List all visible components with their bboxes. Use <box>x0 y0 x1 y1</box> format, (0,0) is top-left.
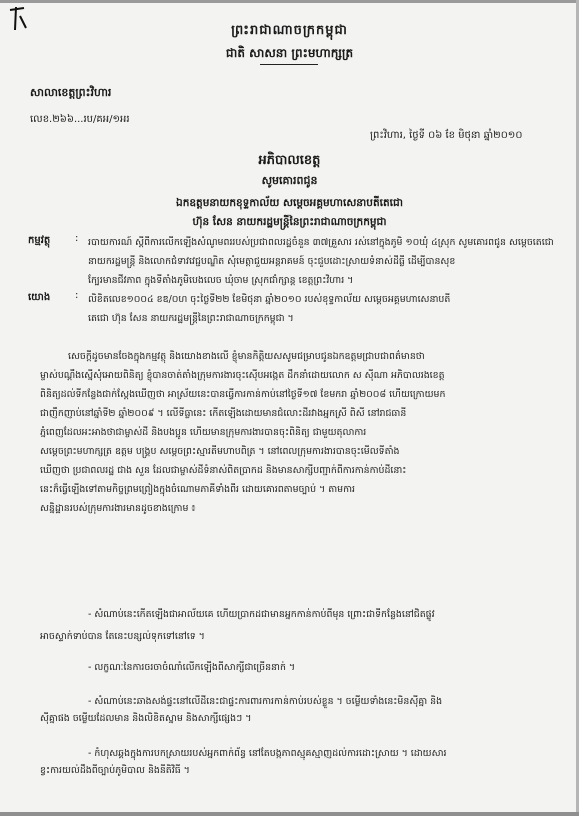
body-line: ម្ចាស់បណ្តឹងស្នើសុំអោយពិនិត្យ ខ្ញុំបានចាត់តាំងក្រុមការងារចុះស៊ើបអង្កេត ដឹកនាំដោយលោក ស ស៊ីណា អភិបាលរងខេត្ត <box>40 370 445 381</box>
body-line: នេះក៏ធ្វើឡើងទៅតាមកិច្ចព្រមព្រៀងក្នុងចំណោមភាគីទាំងពីរ ដោយគោរពតាមច្បាប់ ។ តាមការ <box>40 484 356 495</box>
subject-colon: : <box>75 233 79 244</box>
scan-edge-top <box>0 0 579 3</box>
body-line: សេចក្តីដូចមានចែងក្នុងកម្មវត្ថុ និងយោងខាងលើ ខ្ញុំមានកិត្តិយសសូមជម្រាបជូនឯកឧត្តមជ្រាបជាពត៌មានថា <box>68 351 425 362</box>
finding-item: - សំណាប់នេះកើតឡើងជាអាល័យគេ ហើយប្រាកដជាមានអ្នកកាន់កាប់ពីមុន ព្រោះជាទីកន្លែងនៅជិតផ្លូវ <box>88 609 435 620</box>
reference-number: លេខ.២៦៦...រប/គអ/១អរ <box>30 114 130 125</box>
subject-line: នាយករដ្ឋមន្ត្រី និងលោកជំទាវវេជ្ជបណ្ឌិត សុំមេត្តាជួយអន្តរាគមន៍ ចុះជួបដោះស្រាយទំនាស់ដីធ្លី ដើម្បីបានសុខ <box>88 256 456 267</box>
national-motto: ជាតិ សាសនា ព្រះមហាក្សត្រ <box>225 46 354 60</box>
body-line: សម្តេចព្រះមហាក្សត្រ ឧត្តម បង្គ្រប សម្តេចព្រះស្មារតីមហាបពិត្រ ។ នៅពេលក្រុមការងារបានចុះមើលទីតាំង <box>40 446 400 457</box>
body-line: ពិនិត្យដល់ទីកន្លែងជាក់ស្តែងឃើញថា អាស្រ័យនេះបានធ្វើការកាន់កាប់នៅថ្ងៃទី១៧ ខែមករា ឆ្នាំ២០០៨ ហើយក្រោយមក <box>40 389 446 400</box>
motto-divider <box>260 64 318 65</box>
reference-text <box>88 290 450 328</box>
subject-line: របាយការណ៍ ស្តីពីការលើកឡើងសំណូមពររបស់ប្រជាពលរដ្ឋចំនួន ៣៧គ្រួសារ រស់នៅក្នុងភូមិ ១០ឃុំ ៤ស្រុក សូមគោរពជូន សម្តេចតេជោ <box>88 237 554 248</box>
reference-line: លិខិតលេខ១០០៤ ខឌ/០ហ ចុះថ្ងៃទី២២ ខែមិថុនា ឆ្នាំ២០១០ របស់ខុទ្ទកាល័យ សម្តេចអគ្គមហាសេនាបតី <box>88 294 451 305</box>
respect-line: សូមគោរពជូន <box>261 174 318 187</box>
body-line: ភ្នំពេញដែលអះអាងថាជាម្ចាស់ដី និងបងប្អូន ហើយមានក្រុមការងារបានចុះពិនិត្យ ជាមួយតុលាការ <box>40 427 367 438</box>
subject-label: កម្មវត្ថុ <box>28 235 51 246</box>
governor-office-heading: អភិបាលខេត្ត <box>258 153 321 168</box>
subject-text <box>88 233 554 290</box>
letter-date: ព្រះវិហារ, ថ្ងៃទី ០៦ ខែ មិថុនា ឆ្នាំ២០១០ <box>370 130 523 141</box>
body-paragraph <box>40 347 445 518</box>
body-line: ឃើញថា ប្រជាពលរដ្ឋ ជាង សួន ដែលជាម្ចាស់ដីទំនាស់ពិតប្រាកដ និងមានសាក្សីបញ្ជាក់ពីការកាន់កាប់ដីនោះ <box>40 465 407 476</box>
reference-colon: : <box>75 290 79 301</box>
finding-continuation: ស៊ីគ្នាផង ចម្លើយដែលមាន និងលិខិតស្នាម និងសាក្សីផ្សេងៗ ។ <box>40 713 252 724</box>
scan-edge-bottom <box>0 812 579 816</box>
finding-item: - សំណាប់នេះឆាងសង់ផ្ទះនៅលើដីនេះជាផ្ទះការពារការកាន់កាប់របស់ខ្លួន ។ ចម្លើយទាំងនេះមិនស៊ីគ្នា និង <box>88 696 443 707</box>
body-line: ជាញឹកញាប់នៅឆ្នាំទី២ ឆ្នាំ២០០៩ ។ លើទីធ្លានេះ កើតឡើងដោយមានជំលោះដីរវាងអ្នកស្រី ពិសី នៅរាជធានី <box>40 408 407 419</box>
addressee-line-1: ឯកឧត្តមនាយកខុទ្ទកាល័យ សម្តេចអគ្គមហាសេនាបតីតេជោ <box>176 197 403 209</box>
finding-item: - លក្ខណៈនៃការចរចាចំណាំលើកឡើងពីសាក្សីជាច្រើននាក់ ។ <box>88 662 296 673</box>
body-line: សន្និដ្ឋានរបស់ក្រុមការងារមានដូចខាងក្រោម ៖ <box>40 503 196 514</box>
finding-item: - កំហុសឆ្គងក្នុងការបកស្រាយរបស់អ្នកពាក់ព័ន្ធ នៅតែបង្កភាពស្មុគស្មាញដល់ការដោះស្រាយ ។ ដោយសារ <box>88 748 447 759</box>
sender-agency: សាលាខេត្តព្រះវិហារ <box>30 86 112 99</box>
finding-continuation: អាចស្ទាក់ទាប់បាន តែនេះបន្សល់ទុកទៅនៅទេ ។ <box>40 631 205 642</box>
finding-continuation: ខ្វះការយល់ដឹងពីច្បាប់ភូមិបាល និងនីតិវិធី ។ <box>40 765 190 776</box>
reference-line: តេជោ ហ៊ុន សែន នាយករដ្ឋមន្ត្រីនៃព្រះរាជាណាចក្រកម្ពុជា ។ <box>88 313 294 324</box>
subject-line: ក្បែរមានជីវភាព ក្នុងទីតាំងភូមិបេងលេច ឃុំចាម ស្រុកជាំក្សាន្ត ខេត្តព្រះវិហារ ។ <box>88 275 354 286</box>
addressee-line-2: ហ៊ុន សែន នាយករដ្ឋមន្ត្រីនៃព្រះរាជាណាចក្រកម្ពុជា <box>192 216 387 228</box>
kingdom-heading: ព្រះរាជាណាចក្រកម្ពុជា <box>231 23 348 38</box>
reference-label: យោង <box>28 292 51 303</box>
